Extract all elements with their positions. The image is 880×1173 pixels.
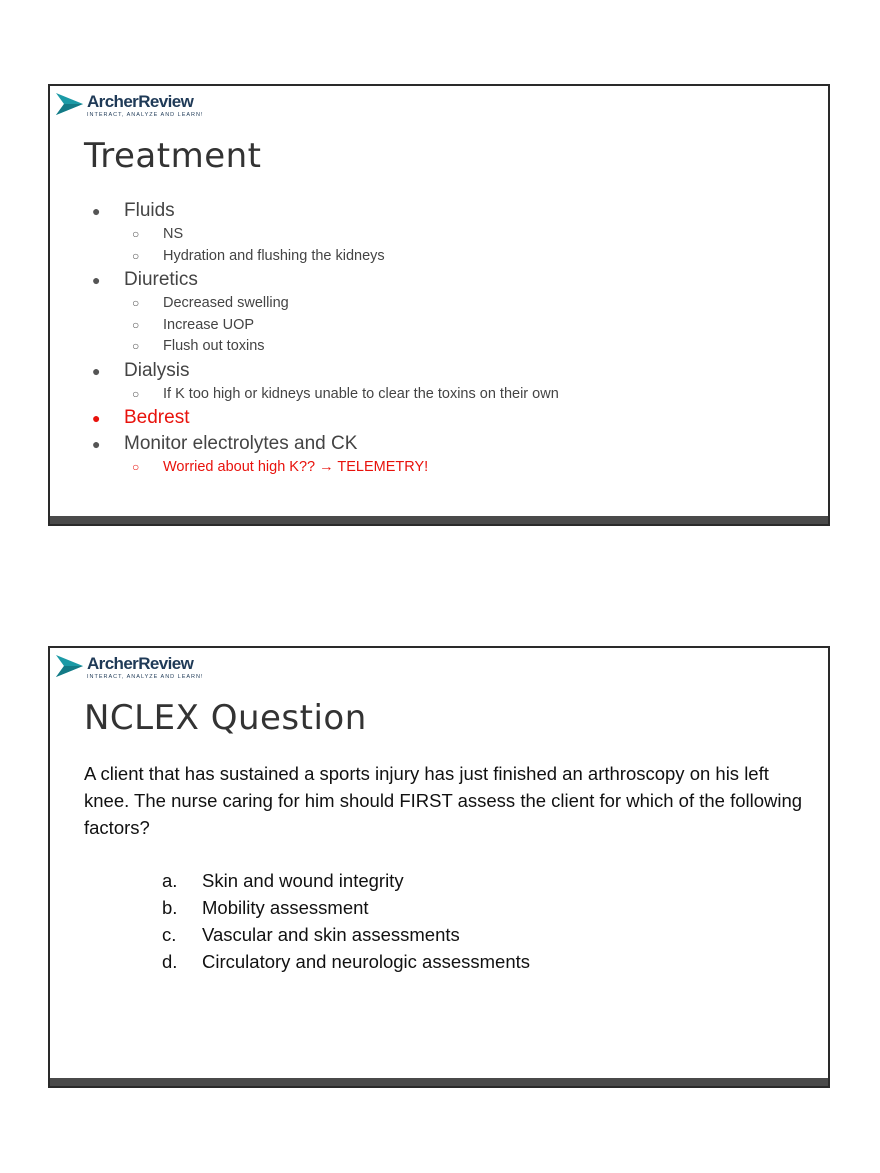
sub-bullet: ○ Hydration and flushing the kidneys — [92, 246, 812, 268]
option-text: Vascular and skin assessments — [202, 924, 460, 945]
logo-name: ArcherReview — [87, 92, 194, 111]
slide-title: Treatment — [84, 136, 262, 176]
sub-bullet: ○ Flush out toxins — [92, 336, 812, 358]
option-letter: c. — [162, 924, 177, 945]
archer-arrow-icon — [55, 653, 85, 679]
logo-name: ArcherReview — [87, 654, 194, 673]
bullet-fluids: ● Fluids — [92, 198, 812, 224]
option-d — [162, 948, 762, 975]
bullet-monitor-electrolytes: ● Monitor electrolytes and CK — [92, 431, 812, 457]
slide-nclex-question — [48, 646, 830, 1088]
sub-bullet: ○ Increase UOP — [92, 315, 812, 337]
bullet-diuretics: ● Diuretics — [92, 267, 812, 293]
option-b — [162, 894, 762, 921]
bullet-bedrest: ● Bedrest — [92, 405, 812, 431]
slide-title: NCLEX Question — [84, 698, 367, 738]
sub-bullet: ○ Decreased swelling — [92, 293, 812, 315]
slide-treatment — [48, 84, 830, 526]
option-letter: a. — [162, 870, 178, 891]
sub-bullet: ○ NS — [92, 224, 812, 246]
logo-tagline: INTERACT, ANALYZE AND LEARN! — [87, 674, 204, 680]
option-text: Circulatory and neurologic assessments — [202, 951, 531, 972]
question-text: A client that has sustained a sports injury has just finished an arthroscopy on his left knee. The nurse caring for him should FIRST assess the client for which of the following factors? — [84, 763, 803, 838]
logo-tagline: INTERACT, ANALYZE AND LEARN! — [87, 112, 204, 118]
option-a — [162, 867, 762, 894]
option-text: Mobility assessment — [202, 897, 369, 918]
bullet-dialysis: ● Dialysis — [92, 358, 812, 384]
archer-arrow-icon — [55, 91, 85, 117]
option-letter: d. — [162, 951, 178, 972]
option-c — [162, 921, 762, 948]
slide-footer-bar — [50, 516, 828, 524]
answer-options — [162, 867, 762, 975]
sub-bullet-telemetry: ○ Worried about high K?? → TELEMETRY! — [92, 457, 812, 479]
treatment-bullet-list — [92, 198, 812, 479]
slide-footer-bar — [50, 1078, 828, 1086]
option-text: Skin and wound integrity — [202, 870, 404, 891]
sub-bullet: ○ If K too high or kidneys unable to clear the toxins on their own — [92, 384, 812, 406]
option-letter: b. — [162, 897, 178, 918]
